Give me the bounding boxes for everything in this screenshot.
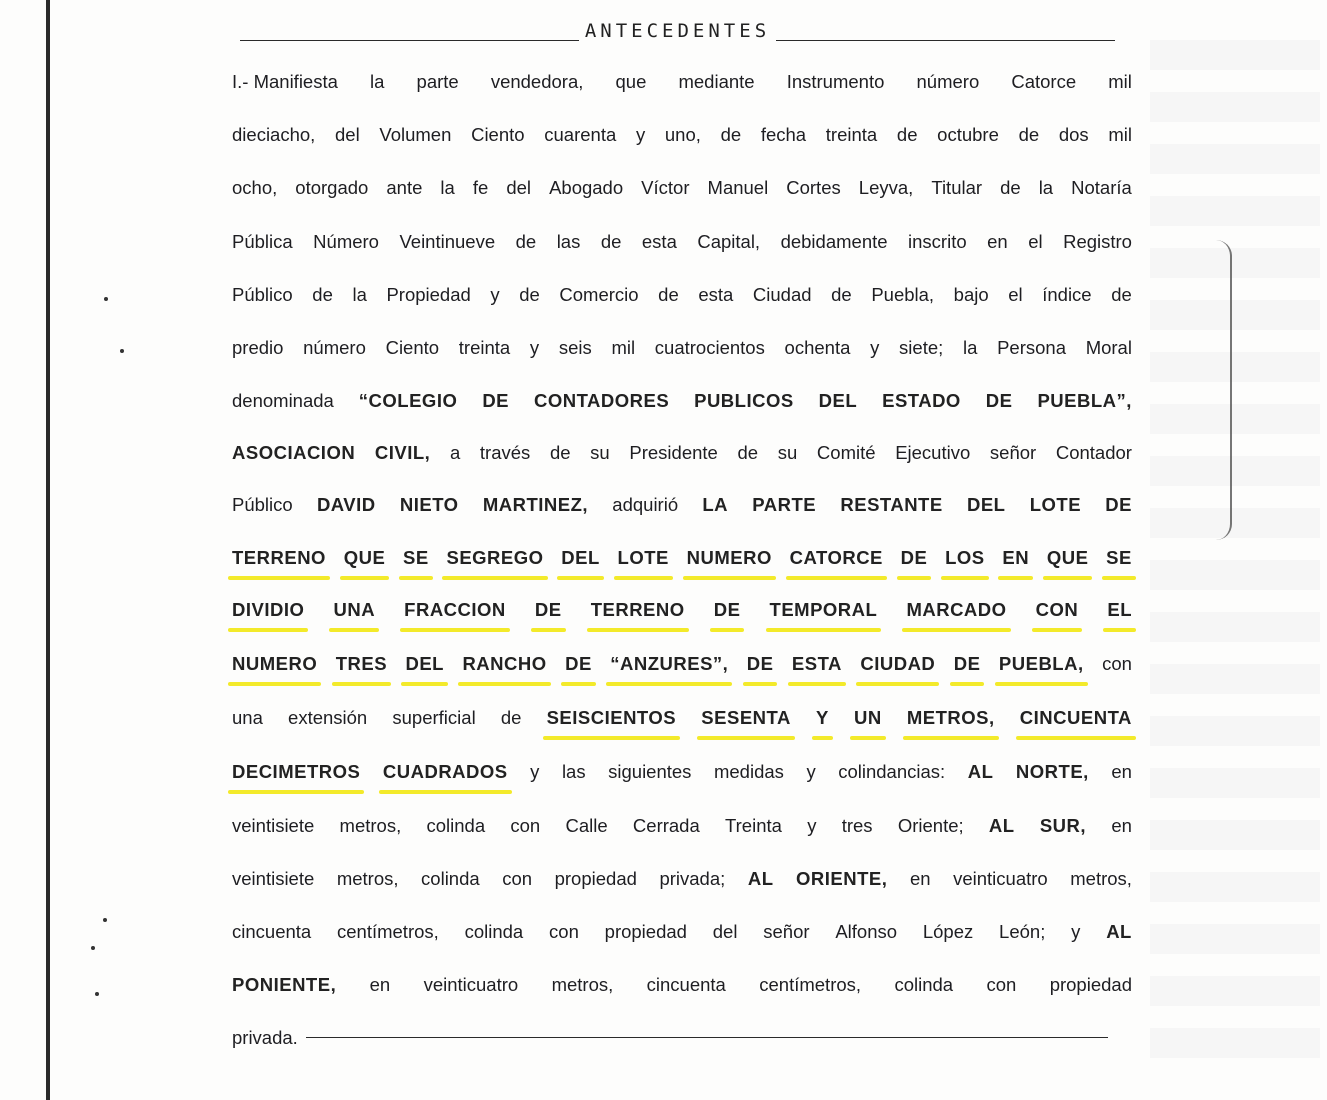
bleed-through-marks (1150, 40, 1320, 1080)
highlighted-word: QUE (344, 544, 386, 572)
word: Comité (816, 442, 876, 463)
word: centímetros, (337, 921, 439, 942)
word: CONTADORES (533, 390, 670, 411)
highlighted-word: TRES (336, 650, 387, 678)
word: Veintinueve (399, 231, 496, 252)
word: metros, (1070, 868, 1132, 889)
word: inscrito (908, 231, 967, 252)
word: privada; (659, 868, 726, 889)
word: que (615, 71, 647, 92)
word: Presidente (629, 442, 718, 463)
word: mediante (678, 71, 755, 92)
word: de (519, 284, 540, 305)
word: las (556, 231, 581, 252)
word: ORIENTE, (796, 868, 888, 889)
word: PUEBLA”, (1037, 390, 1132, 411)
text-line (232, 758, 1132, 786)
word: DAVID (316, 494, 376, 515)
word: las (561, 761, 586, 782)
word: Puebla, (871, 284, 935, 305)
word: con (510, 815, 541, 836)
margin-bracket-mark (1216, 240, 1232, 540)
word: AL (967, 761, 994, 782)
text-line (232, 281, 1132, 309)
word: colinda (894, 974, 954, 995)
highlighted-word: DE (535, 596, 562, 624)
word: y (1071, 921, 1081, 942)
word: Cerrada (632, 815, 700, 836)
highlighted-word: RANCHO (462, 650, 546, 678)
word: de (720, 124, 742, 145)
highlighted-word: SESENTA (701, 704, 791, 732)
word: de (896, 124, 918, 145)
word: de (312, 284, 333, 305)
word: Pública (232, 231, 293, 252)
word: en (987, 231, 1008, 252)
word: Treinta (725, 815, 782, 836)
word: y (490, 284, 500, 305)
highlighted-word: TEMPORAL (770, 596, 878, 624)
word: metros, (551, 974, 614, 995)
word: Titular (931, 177, 983, 198)
word: Público (232, 494, 293, 515)
word: “COLEGIO (358, 390, 458, 411)
word: Registro (1063, 231, 1132, 252)
text-line (232, 174, 1132, 202)
section-heading: ANTECEDENTES (584, 20, 771, 42)
text-line (232, 971, 1132, 999)
highlighted-word: MARCADO (906, 596, 1006, 624)
word: vendedora, (490, 71, 584, 92)
word: privada. (232, 1027, 298, 1048)
word: el (1008, 284, 1023, 305)
word: NIETO (399, 494, 459, 515)
text-line (232, 334, 1132, 362)
word: mil (1108, 124, 1132, 145)
text-line (232, 812, 1132, 840)
highlighted-word: PUEBLA, (999, 650, 1084, 678)
word: ante (386, 177, 423, 198)
word: AL (1106, 921, 1132, 942)
word: del (712, 921, 738, 942)
text-line (232, 865, 1132, 893)
scan-speck (103, 918, 107, 922)
word: LA (702, 494, 729, 515)
word: en (369, 974, 391, 995)
word: con (1102, 653, 1132, 674)
word: ASOCIACION (232, 442, 356, 463)
word: y (807, 815, 817, 836)
word: Víctor (641, 177, 690, 198)
word: y (635, 124, 646, 145)
word: RESTANTE (840, 494, 943, 515)
word: a (449, 442, 461, 463)
word: de (737, 442, 759, 463)
word: predio (232, 337, 284, 358)
highlighted-word: DE (565, 650, 592, 678)
highlighted-word: DE (714, 596, 741, 624)
word: mil (611, 337, 636, 358)
word: propiedad (1049, 974, 1132, 995)
highlighted-word: DECIMETROS (232, 758, 360, 786)
word: y (529, 337, 540, 358)
scan-speck (95, 992, 99, 996)
word: de (1018, 124, 1040, 145)
word: adquirió (612, 494, 679, 515)
word: Catorce (1011, 71, 1077, 92)
word: Ejecutivo (895, 442, 971, 463)
word: debidamente (780, 231, 888, 252)
word: mil (1108, 71, 1132, 92)
word: través (479, 442, 531, 463)
word: colindancias: (838, 761, 946, 782)
highlighted-word: FRACCION (404, 596, 506, 624)
word: Leyva, (858, 177, 914, 198)
word: Capital, (697, 231, 761, 252)
highlighted-word: TERRENO (232, 544, 326, 572)
word: AL (747, 868, 774, 889)
word: Volumen (379, 124, 452, 145)
word: de (658, 284, 679, 305)
highlighted-word: CIUDAD (860, 650, 935, 678)
word: veintisiete (232, 868, 315, 889)
word: MARTINEZ, (482, 494, 589, 515)
highlighted-word: SE (403, 544, 429, 572)
word: tres (841, 815, 873, 836)
word: PUBLICOS (694, 390, 794, 411)
highlighted-word: EL (1107, 596, 1132, 624)
word: esta (641, 231, 677, 252)
word: Moral (1085, 337, 1132, 358)
highlighted-word: UNA (333, 596, 375, 624)
word: índice (1042, 284, 1092, 305)
highlighted-word: QUE (1047, 544, 1089, 572)
word: Público (232, 284, 293, 305)
word: ocho, (232, 177, 278, 198)
text-line (232, 918, 1132, 946)
heading-left-rule (240, 40, 579, 41)
word: parte (416, 71, 459, 92)
word: Ciento (471, 124, 525, 145)
word: NORTE, (1015, 761, 1089, 782)
highlighted-word: SEISCIENTOS (547, 704, 677, 732)
word: Propiedad (386, 284, 471, 305)
word: colinda (426, 815, 486, 836)
word: cincuenta (232, 921, 312, 942)
word: extensión (288, 707, 368, 728)
closing-rule (306, 1037, 1108, 1038)
highlighted-word: LOS (945, 544, 985, 572)
text-line (232, 596, 1132, 624)
word: una (232, 707, 263, 728)
highlighted-word: Y (816, 704, 829, 732)
word: de (1111, 284, 1132, 305)
word: colinda (421, 868, 480, 889)
highlighted-word: DEL (561, 544, 600, 572)
word: Contador (1055, 442, 1132, 463)
text-line (232, 1024, 1108, 1052)
highlighted-word: LOTE (618, 544, 669, 572)
word: siguientes (608, 761, 692, 782)
section-heading-row (240, 14, 1115, 48)
word: de (500, 707, 522, 728)
word: la (440, 177, 455, 198)
word: veinticuatro (423, 974, 519, 995)
word: PONIENTE, (232, 974, 337, 995)
word: I.- Manifiesta (232, 71, 338, 92)
word: superficial (392, 707, 476, 728)
word: del (335, 124, 360, 145)
word: y (870, 337, 880, 358)
word: Número (313, 231, 379, 252)
word: con (549, 921, 579, 942)
text-line (232, 439, 1132, 467)
word: número (916, 71, 980, 92)
word: de (1000, 177, 1021, 198)
word: de (549, 442, 571, 463)
page-left-border (46, 0, 50, 1100)
word: Persona (997, 337, 1066, 358)
word: seis (558, 337, 592, 358)
highlighted-word: ESTA (792, 650, 842, 678)
word: siete; (899, 337, 944, 358)
word: su (777, 442, 798, 463)
word: octubre (937, 124, 999, 145)
word: de (831, 284, 852, 305)
word: del (506, 177, 532, 198)
highlighted-word: UN (854, 704, 882, 732)
word: cuarenta (544, 124, 617, 145)
word: su (590, 442, 610, 463)
word: Manuel (707, 177, 769, 198)
word: León; (999, 921, 1046, 942)
word: DEL (818, 390, 858, 411)
word: propiedad (604, 921, 687, 942)
word: fecha (760, 124, 807, 145)
word: medidas (713, 761, 784, 782)
highlighted-word: NUMERO (232, 650, 317, 678)
word: esta (698, 284, 734, 305)
word: denominada (232, 390, 334, 411)
word: otorgado (295, 177, 369, 198)
word: DEL (966, 494, 1006, 515)
word: con (986, 974, 1017, 995)
text-line (232, 544, 1132, 572)
word: con (502, 868, 533, 889)
word: el (1028, 231, 1043, 252)
scan-speck (91, 946, 95, 950)
highlighted-word: “ANZURES”, (610, 650, 728, 678)
word: fe (472, 177, 489, 198)
word: centímetros, (759, 974, 862, 995)
word: propiedad (554, 868, 637, 889)
word: la (352, 284, 367, 305)
word: Oriente; (897, 815, 964, 836)
word: la (1038, 177, 1054, 198)
highlighted-word: DEL (405, 650, 444, 678)
heading-right-rule (776, 40, 1115, 41)
word: PARTE (752, 494, 817, 515)
word: de (515, 231, 537, 252)
word: SUR, (1039, 815, 1087, 836)
word: Alfonso (835, 921, 898, 942)
word: cincuenta (646, 974, 726, 995)
word: Comercio (559, 284, 639, 305)
highlighted-word: EN (1002, 544, 1029, 572)
word: y (530, 761, 540, 782)
word: CIVIL, (374, 442, 431, 463)
word: Abogado (549, 177, 624, 198)
highlighted-word: CUADRADOS (383, 758, 508, 786)
word: señor (763, 921, 810, 942)
word: veinticuatro (953, 868, 1048, 889)
text-line (232, 68, 1132, 96)
highlighted-word: DE (954, 650, 981, 678)
word: colinda (464, 921, 524, 942)
highlighted-word: DIVIDIO (232, 596, 304, 624)
word: bajo (953, 284, 989, 305)
highlighted-word: DE (901, 544, 928, 572)
text-line (232, 121, 1132, 149)
word: DE (482, 390, 510, 411)
highlighted-word: CINCUENTA (1020, 704, 1132, 732)
word: treinta (825, 124, 878, 145)
word: señor (989, 442, 1037, 463)
word: DE (985, 390, 1013, 411)
text-line (232, 650, 1132, 678)
word: metros, (339, 815, 402, 836)
scan-speck (120, 349, 124, 353)
word: Cortes (786, 177, 841, 198)
word: treinta (458, 337, 511, 358)
word: dieciacho, (232, 124, 316, 145)
highlighted-word: SEGREGO (446, 544, 543, 572)
word: dos (1058, 124, 1089, 145)
word: ochenta (784, 337, 851, 358)
word: uno, (664, 124, 701, 145)
word: Instrumento (786, 71, 885, 92)
word: en (1111, 761, 1132, 782)
word: Ciento (385, 337, 440, 358)
word: la (962, 337, 978, 358)
highlighted-word: CON (1036, 596, 1079, 624)
word: Ciudad (752, 284, 812, 305)
highlighted-word: TERRENO (591, 596, 685, 624)
word: Calle (565, 815, 608, 836)
text-line (232, 228, 1132, 256)
word: DE (1105, 494, 1132, 515)
text-line (232, 387, 1132, 415)
word: LOTE (1029, 494, 1082, 515)
highlighted-word: NUMERO (687, 544, 772, 572)
scan-speck (104, 297, 108, 301)
word: ESTADO (882, 390, 961, 411)
word: la (370, 71, 385, 92)
text-line (232, 491, 1132, 519)
word: AL (988, 815, 1015, 836)
word: veintisiete (232, 815, 315, 836)
word: López (922, 921, 974, 942)
highlighted-word: METROS, (907, 704, 995, 732)
highlighted-word: SE (1106, 544, 1132, 572)
highlighted-word: DE (747, 650, 774, 678)
word: número (303, 337, 366, 358)
word: de (600, 231, 622, 252)
word: cuatrocientos (654, 337, 765, 358)
word: Notaría (1071, 177, 1132, 198)
highlighted-word: CATORCE (790, 544, 883, 572)
text-line (232, 704, 1132, 732)
word: metros, (336, 868, 399, 889)
word: y (806, 761, 816, 782)
word: en (909, 868, 931, 889)
word: en (1111, 815, 1132, 836)
